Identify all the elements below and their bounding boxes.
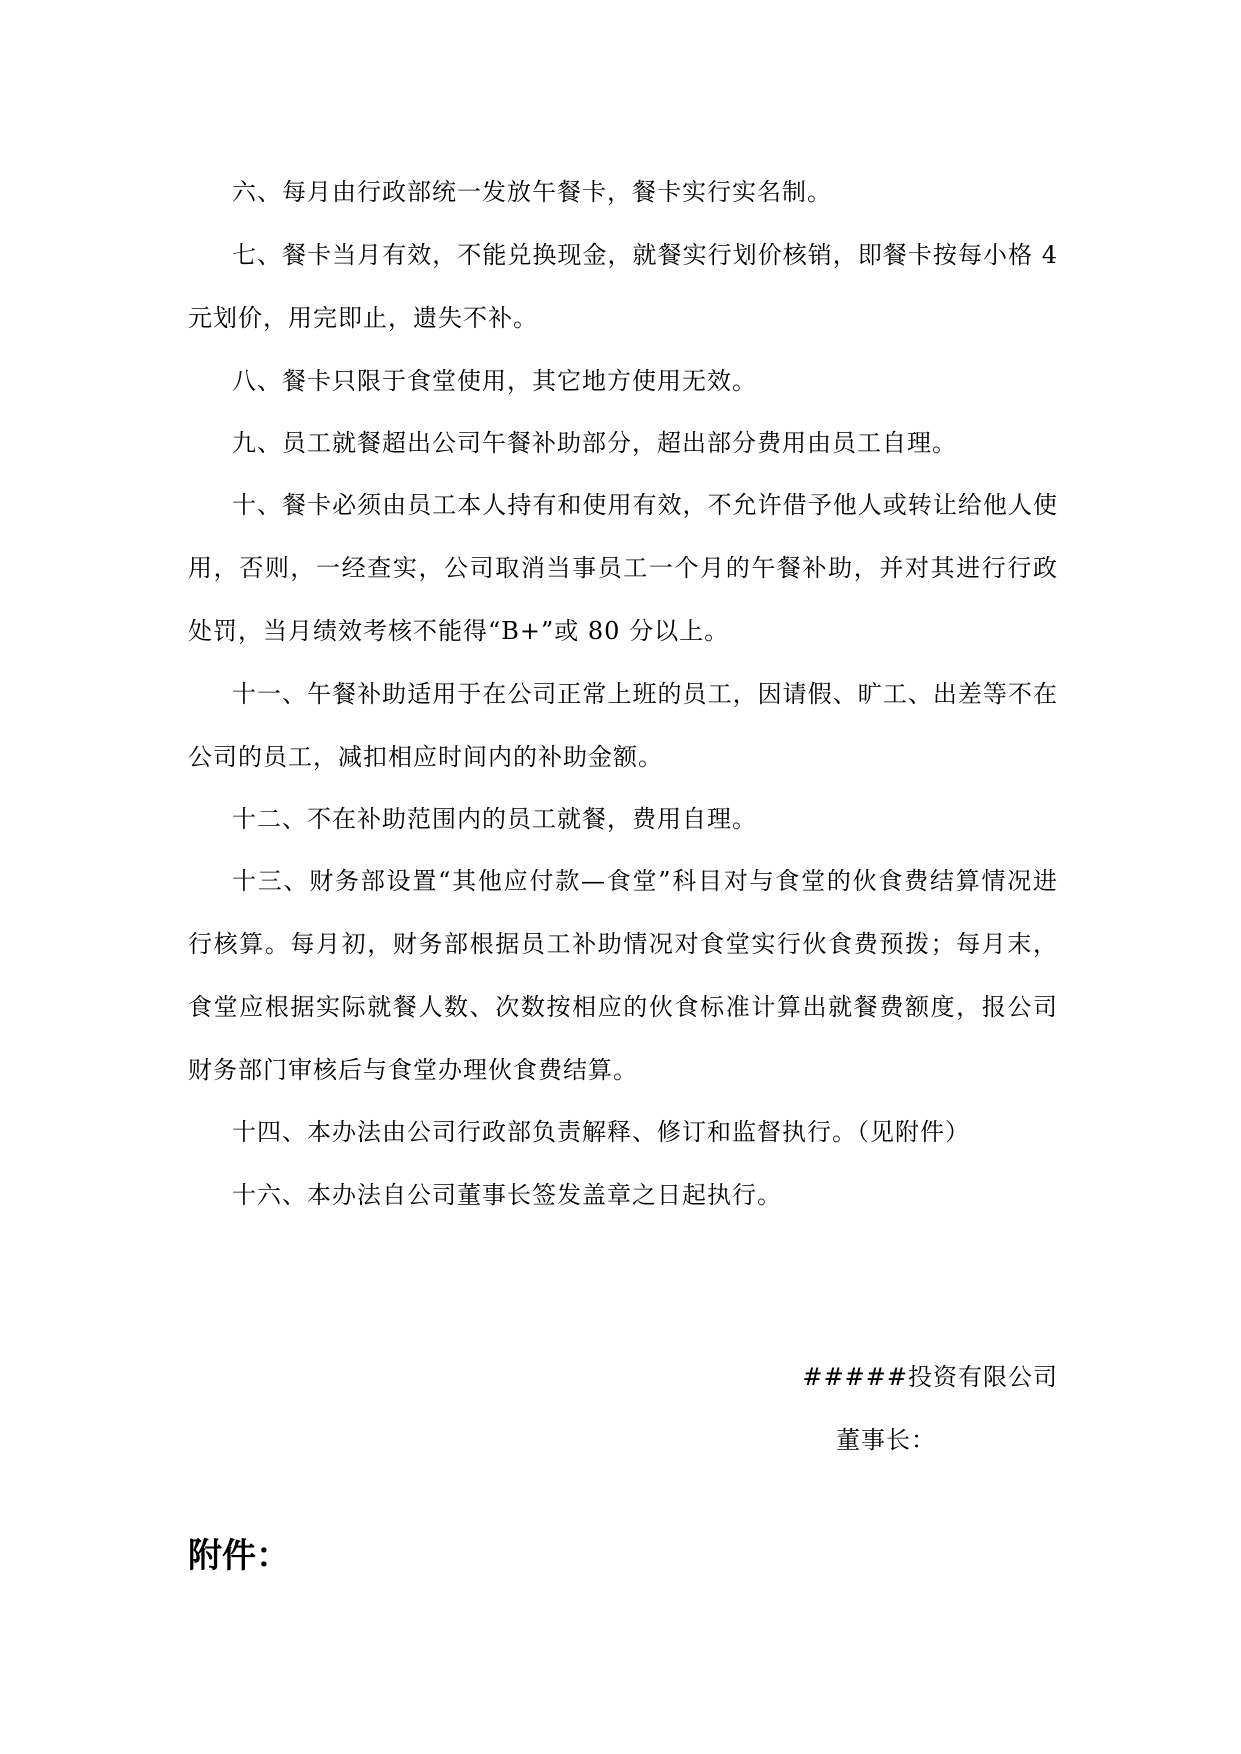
attachment-heading: 附件： xyxy=(188,1536,290,1576)
clause-6: 六、每月由行政部统一发放午餐卡，餐卡实行实名制。 xyxy=(232,178,832,206)
clause-10: 十、餐卡必须由员工本人持有和使用有效，不允许借予他人或转让给他人使用，否则，一经查实，公司取消当事员工一个月的午餐补助，并对其进行行政处罚，当月绩效考核不能得“B+”或 80 分以上。 xyxy=(188,491,1058,645)
clause-13: 十三、财务部设置“其他应付款—食堂”科目对与食堂的伙食费结算情况进行核算。每月初，财务部根据员工补助情况对食堂实行伙食费预拨；每月末，食堂应根据实际就餐人数、次数按相应的伙食标准计算出就餐费额度，报公司财务部门审核后与食堂办理伙食费结算。 xyxy=(188,867,1058,1084)
clause-11: 十一、午餐补助适用于在公司正常上班的员工，因请假、旷工、出差等不在公司的员工，减扣相应时间内的补助金额。 xyxy=(188,680,1058,771)
clause-7: 七、餐卡当月有效，不能兑换现金，就餐实行划价核销，即餐卡按每小格 4 元划价，用完即止，遗失不补。 xyxy=(188,241,1058,332)
clause-14: 十四、本办法由公司行政部负责解释、修订和监督执行。（见附件） xyxy=(232,1118,970,1146)
signature-company: #####投资有限公司 xyxy=(802,1363,1058,1391)
clause-16: 十六、本办法自公司董事长签发盖章之日起执行。 xyxy=(232,1181,782,1209)
signature-chairman: 董事长： xyxy=(836,1426,936,1454)
clause-12: 十二、不在补助范围内的员工就餐，费用自理。 xyxy=(232,805,757,833)
clause-9: 九、员工就餐超出公司午餐补助部分，超出部分费用由员工自理。 xyxy=(232,429,957,457)
clause-8: 八、餐卡只限于食堂使用，其它地方使用无效。 xyxy=(232,367,757,395)
